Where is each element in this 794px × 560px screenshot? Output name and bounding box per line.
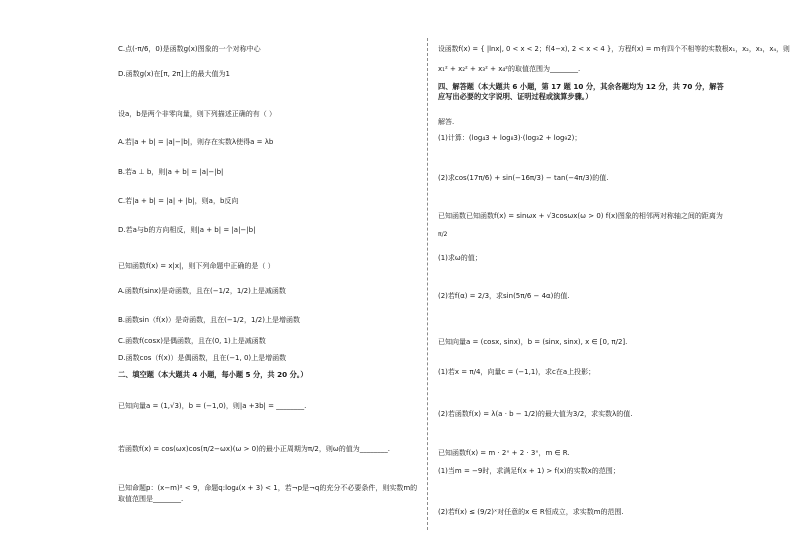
left-line-10: B.函数sin（f(x)）是奇函数，且在(−1/2，1/2)上是增函数: [118, 316, 300, 324]
right-line-14: (2)若函数f(x) = λ(a · b − 1/2)的最大值为3/2，求实数λ的值.: [438, 410, 633, 418]
right-line-16: (1)当m = −9时，求满足f(x + 1) > f(x)的实数x的范围；: [438, 467, 620, 475]
section-heading-answers-cont: 应写出必要的文字说明、证明过程或演算步骤。）: [438, 92, 593, 101]
right-line-9: π/2: [438, 231, 448, 238]
left-line-14: 已知向量a = (1,√3)，b = (−1,0)，则|a +3b| = ________.: [118, 402, 307, 410]
left-line-17: 取值范围是________.: [118, 495, 184, 503]
left-line-4: A.若|a + b| = |a|−|b|，则存在实数λ使得a = λb: [118, 138, 274, 146]
left-line-6: C.若|a + b| = |a| + |b|，则a，b反向: [118, 197, 239, 205]
left-line-12: D.函数cos（f(x)）是偶函数，且在(−1, 0)上是增函数: [118, 354, 287, 362]
left-line-8: 已知函数f(x) = x|x|，则下列命题中正确的是（ ）: [118, 262, 275, 270]
right-line-7: (2)求cos(17π/6) + sin(−16π/3) − tan(−4π/3)的值.: [438, 174, 609, 182]
right-line-12: 已知向量a = (cosx, sinx)，b = (sinx, sinx), x ∈ [0, π/2].: [438, 338, 628, 346]
left-line-2: D.函数g(x)在[π, 2π]上的最大值为1: [118, 70, 230, 78]
right-line-17: (2)若f(x) ≤ (9/2)ˣ对任意的x ∈ R恒成立，求实数m的范围.: [438, 508, 624, 516]
right-line-11: (2)若f(α) = 2/3，求sin(5π/6 − 4α)的值.: [438, 292, 570, 300]
left-line-3: 设a，b是两个非零向量，则下列描述正确的有（ ）: [118, 110, 276, 118]
left-line-9: A.函数f(sinx)是奇函数，且在(−1/2，1/2)上是减函数: [118, 287, 286, 295]
right-line-6: (1)计算：(log₄3 + log₈3)·(log₃2 + log₉2)；: [438, 134, 582, 142]
section-heading-answers: 四、解答题（本大题共 6 小题，第 17 题 10 分，其余各题均为 12 分，共 70 分，解答: [438, 82, 724, 91]
right-line-8: 已知函数已知函数f(x) = sinωx + √3cosωx(ω > 0) f(x)图象的相邻两对称轴之间的距离为: [438, 212, 723, 220]
right-line-2: x₁² + x₂² + x₃² + x₄²的取值范围为________.: [438, 65, 581, 73]
left-line-1: C.点(-π/6，0)是函数g(x)图象的一个对称中心: [118, 45, 261, 53]
column-divider: [427, 38, 428, 530]
left-line-5: B.若a ⊥ b，则|a + b| = |a|−|b|: [118, 168, 224, 176]
left-line-11: C.函数f(cosx)是偶函数，且在(0, 1)上是减函数: [118, 337, 266, 345]
left-line-7: D.若a与b的方向相反，则|a + b| = |a|−|b|: [118, 226, 256, 234]
left-line-16: 已知命题p：(x−m)² < 9，命题q:log₄(x + 3) < 1，若¬p是¬q的充分不必要条件，则实数m的: [118, 484, 418, 492]
right-line-1: 设函数f(x) = { |lnx|, 0 < x < 2；f(4−x), 2 < x < 4 }，方程f(x) = m有四个不相等的实数根x₁，x₂，x₃，x₄，则: [438, 45, 790, 53]
right-line-15: 已知函数f(x) = m · 2ˣ + 2 · 3ˣ，m ∈ R.: [438, 449, 570, 457]
section-heading-fill-blank: 二、填空题（本大题共 4 小题，每小题 5 分，共 20 分。）: [118, 370, 308, 379]
right-line-13: (1)若x = π/4，向量c = (−1,1)，求c在a上投影；: [438, 368, 596, 376]
right-line-10: (1)求ω的值；: [438, 254, 482, 262]
right-line-5: 解答.: [438, 118, 455, 126]
left-line-15: 若函数f(x) = cos(ωx)cos(π/2−ωx)(ω > 0)的最小正周期为π/2，则ω的值为________.: [118, 445, 390, 453]
